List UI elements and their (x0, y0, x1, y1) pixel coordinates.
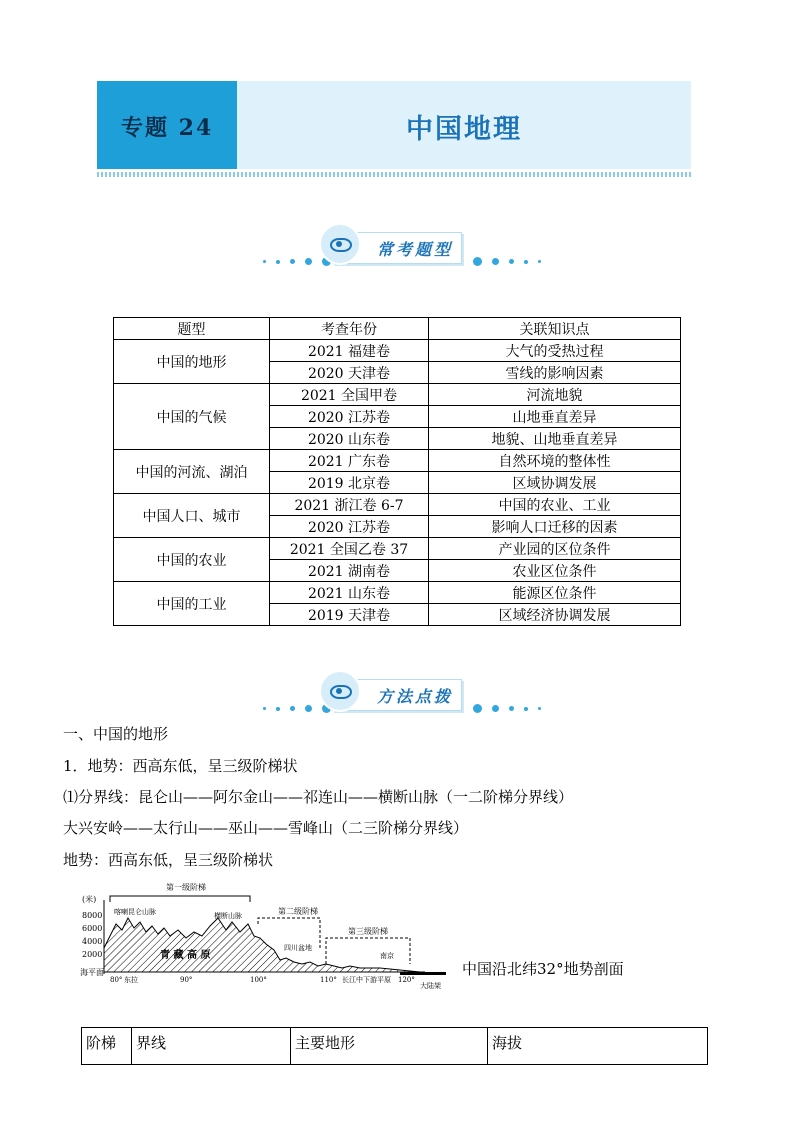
y-tick: 6000 (82, 924, 103, 933)
year-cell: 2021 广东卷 (270, 450, 429, 472)
table-row (114, 582, 681, 604)
step3-label: 第三级阶梯 (348, 927, 388, 936)
knowledge-cell: 山地垂直差异 (429, 406, 681, 428)
year-cell: 2020 江苏卷 (270, 406, 429, 428)
badge-label: 常考题型 (377, 240, 454, 259)
place-kashgar: 东拉 (124, 976, 138, 984)
year-cell: 2019 北京卷 (270, 472, 429, 494)
x-tick: 120° (398, 976, 415, 984)
boundary-line-2: 大兴安岭——太行山——巫山——雪峰山（二三阶梯分界线） (63, 819, 469, 837)
place-nanjing: 南京 (380, 952, 394, 960)
year-cell: 2019 天津卷 (270, 604, 429, 626)
year-cell: 2021 山东卷 (270, 582, 429, 604)
table-row (114, 494, 681, 516)
place-yangtze: 长江中下游平原 (342, 976, 391, 984)
section-badge-common (210, 222, 630, 278)
table-row (114, 450, 681, 472)
header-cell: 考查年份 (270, 318, 429, 340)
topic-cell: 中国人口、城市 (114, 494, 270, 538)
knowledge-cell: 影响人口迁移的因素 (429, 516, 681, 538)
step3-bracket (326, 938, 410, 964)
header-cell: 主要地形 (291, 1028, 488, 1065)
terrain-summary: 地势：西高东低，呈三级阶梯状 (63, 851, 274, 869)
year-cell: 2020 江苏卷 (270, 516, 429, 538)
table-header-row (114, 318, 681, 340)
knowledge-cell: 大气的受热过程 (429, 340, 681, 362)
figure-caption: 中国沿北纬32°地势剖面 (462, 960, 624, 978)
year-cell: 2020 天津卷 (270, 362, 429, 384)
knowledge-cell: 河流地貌 (429, 384, 681, 406)
y-tick: 2000 (82, 950, 103, 959)
place-hengduan: 横断山脉 (214, 912, 242, 920)
topic-cell: 中国的河流、湖泊 (114, 450, 270, 494)
dots-right (468, 251, 546, 261)
shelf-mark (400, 972, 446, 975)
knowledge-cell: 区域经济协调发展 (429, 604, 681, 626)
knowledge-cell: 自然环境的整体性 (429, 450, 681, 472)
year-cell: 2021 全国乙卷 37 (270, 538, 429, 560)
table-row (114, 538, 681, 560)
knowledge-cell: 中国的农业、工业 (429, 494, 681, 516)
point-terrain: 1．地势：西高东低，呈三级阶梯状 (63, 757, 298, 775)
step2-label: 第二级阶梯 (278, 907, 318, 916)
knowledge-cell: 雪线的影响因素 (429, 362, 681, 384)
topic-cell: 中国的气候 (114, 384, 270, 450)
header-cell: 界线 (132, 1028, 291, 1065)
sea-level-label: 海平面 (80, 968, 104, 977)
header-cell: 海拔 (488, 1028, 708, 1065)
x-tick: 80° (110, 976, 123, 984)
knowledge-cell: 产业园的区位条件 (429, 538, 681, 560)
y-tick: 4000 (82, 937, 103, 946)
place-shelf: 大陆架 (420, 982, 441, 990)
step1-bracket (110, 896, 250, 902)
header-cell: 阶梯 (82, 1028, 132, 1065)
topic-cell: 中国的地形 (114, 340, 270, 384)
chapter-banner (97, 81, 691, 169)
year-cell: 2020 山东卷 (270, 428, 429, 450)
section-badge-method (210, 669, 630, 725)
year-cell: 2021 全国甲卷 (270, 384, 429, 406)
year-cell: 2021 湖南卷 (270, 560, 429, 582)
unit-label: (米) (82, 895, 97, 904)
place-karakoram: 喀喇昆仑山脉 (114, 908, 156, 916)
knowledge-cell: 区域协调发展 (429, 472, 681, 494)
eye-icon (319, 670, 361, 712)
place-tibet: 青 藏 高 原 (160, 950, 211, 961)
chapter-title: 中国地理 (406, 114, 522, 145)
table-row (114, 384, 681, 406)
chapter-tag: 专题 24 (121, 115, 214, 141)
knowledge-cell: 农业区位条件 (429, 560, 681, 582)
header-cell: 题型 (114, 318, 270, 340)
header-cell: 关联知识点 (429, 318, 681, 340)
topic-cell: 中国的农业 (114, 538, 270, 582)
badge-box (332, 232, 462, 264)
heading-terrain: 一、中国的地形 (63, 725, 169, 743)
place-sichuan: 四川盆地 (284, 944, 312, 952)
knowledge-cell: 能源区位条件 (429, 582, 681, 604)
x-tick: 90° (180, 976, 193, 984)
x-tick: 110° (320, 976, 337, 984)
knowledge-cell: 地貌、山地垂直差异 (429, 428, 681, 450)
boundary-line-1: ⑴分界线：昆仑山——阿尔金山——祁连山——横断山脉（一二阶梯分界线） (63, 788, 574, 806)
year-cell: 2021 浙江卷 6-7 (270, 494, 429, 516)
exam-topics-table (113, 317, 681, 626)
badge-label: 方法点拨 (377, 687, 454, 706)
table-header-row (82, 1028, 708, 1065)
x-tick: 100° (250, 976, 267, 984)
banner-divider (97, 172, 691, 177)
terrain-profile-figure (80, 878, 640, 993)
table-row (114, 340, 681, 362)
dots-right (468, 698, 546, 708)
eye-icon (319, 223, 361, 265)
step1-label: 第一级阶梯 (166, 883, 206, 892)
year-cell: 2021 福建卷 (270, 340, 429, 362)
topic-cell: 中国的工业 (114, 582, 270, 626)
badge-box (332, 679, 462, 711)
steps-table (81, 1027, 708, 1065)
y-tick: 8000 (82, 911, 103, 920)
